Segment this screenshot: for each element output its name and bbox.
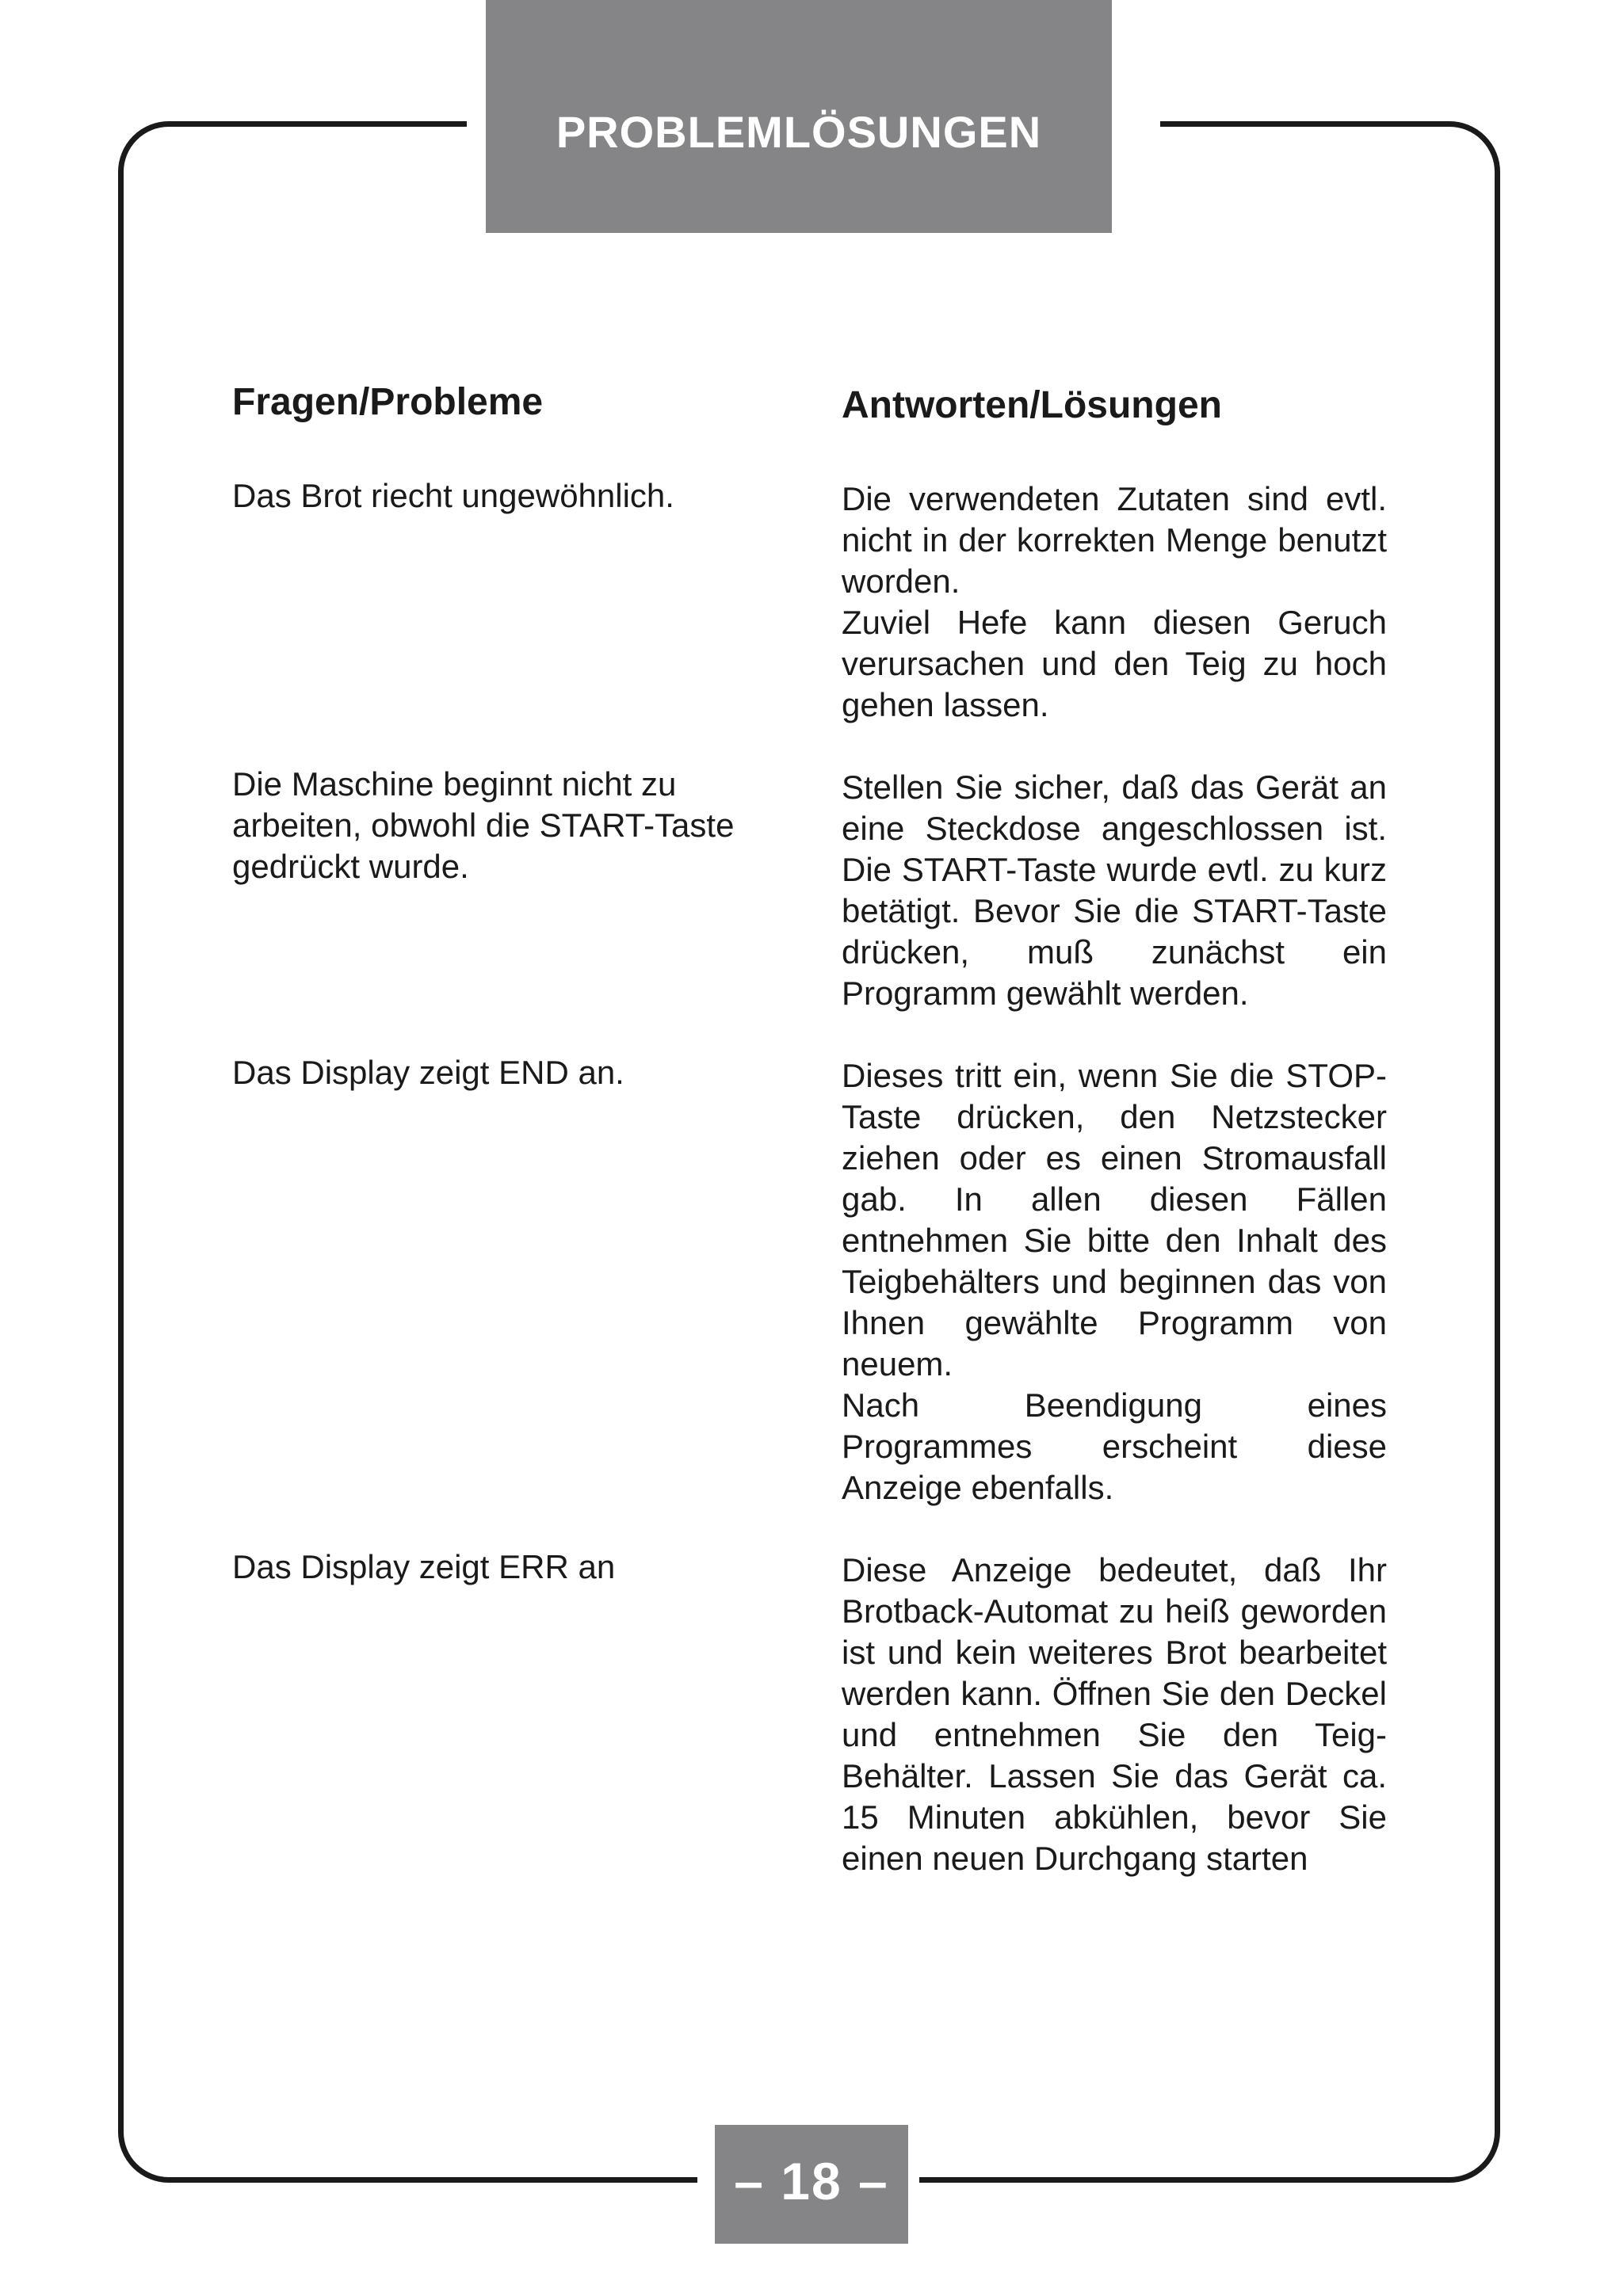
answer-1-paragraph-1: Die verwendeten Zutaten sind evtl. nicht in der korrekten Menge benutzt worden. (842, 480, 1387, 600)
answer-3 (842, 1055, 1387, 1508)
page-number-box (715, 2125, 908, 2244)
answer-4 (842, 1550, 1387, 1879)
questions-heading: Fragen/Probleme (232, 381, 544, 423)
title-banner (486, 0, 1112, 233)
page-number: – 18 – (734, 2152, 889, 2210)
answer-2 (842, 767, 1387, 1014)
page-title: PROBLEMLÖSUNGEN (556, 107, 1042, 157)
answer-1 (842, 479, 1387, 726)
question-4: Das Display zeigt ERR an (232, 1548, 616, 1585)
title-tab (467, 0, 1160, 233)
question-2: Die Maschine beginnt nicht zu arbeiten, obwohl die START-Taste gedrückt wurde. (232, 765, 735, 885)
answer-1-paragraph-2: Zuviel Hefe kann diesen Geruch verursachen und den Teig zu hoch gehen lassen. (842, 604, 1387, 723)
question-1: Das Brot riecht ungewöhnlich. (232, 477, 674, 514)
answers-heading: Antworten/Lösungen (842, 384, 1222, 426)
answer-3-paragraph-2: Nach Beendigung eines Programmes erscheint diese Anzeige ebenfalls. (842, 1386, 1387, 1506)
question-3: Das Display zeigt END an. (232, 1054, 624, 1091)
page-number-tab (697, 2125, 919, 2244)
answer-4-paragraph-1: Diese Anzeige bedeutet, daß Ihr Brotback-Automat zu heiß geworden ist und kein weiteres Brot bearbeitet werden kann. Öffnen Sie den Deckel und entnehmen Sie den Teig-Behälter. Lassen Sie das Gerät ca. 15 Minuten abkühlen, bevor Sie einen neuen Durchgang starten (842, 1551, 1387, 1877)
answer-2-paragraph-1: Stellen Sie sicher, daß das Gerät an eine Steckdose angeschlossen ist. Die START-Taste wurde evtl. zu kurz betätigt. Bevor Sie die START-Taste drücken, muß zunächst ein Programm gewählt werden. (842, 769, 1387, 1012)
answer-3-paragraph-1: Dieses tritt ein, wenn Sie die STOP-Taste drücken, den Netzstecker ziehen oder es einen Stromausfall gab. In allen diesen Fällen entnehmen Sie bitte den Inhalt des Teigbehälters und beginnen das von Ihnen gewählte Programm von neuem. (842, 1057, 1387, 1383)
